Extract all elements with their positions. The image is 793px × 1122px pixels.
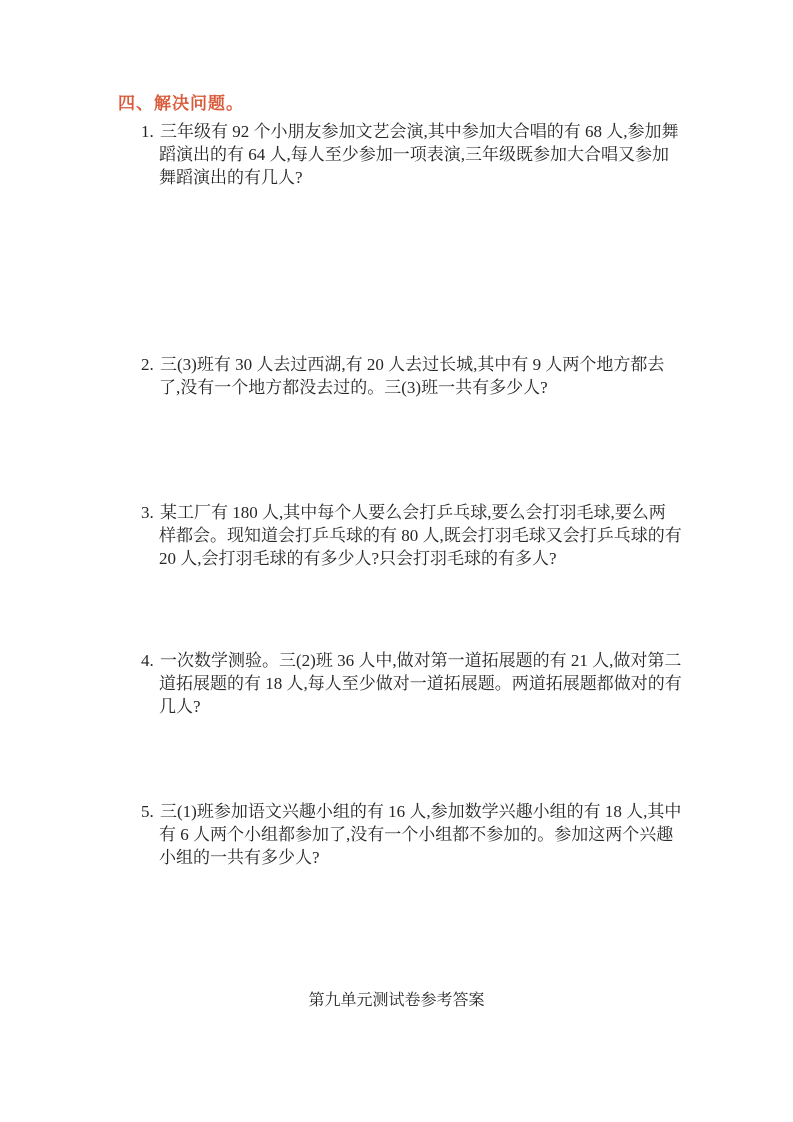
question-2-number: 2. xyxy=(141,355,154,374)
question-3-text: 某工厂有 180 人,其中每个人要么会打乒乓球,要么会打羽毛球,要么两样都会。现知道会打乒乓球的有 80 人,既会打羽毛球又会打乒乓球的有 20 人,会打羽毛球的有多少人?只会打羽毛球的有多人? xyxy=(159,503,682,568)
question-3 xyxy=(141,501,682,570)
question-2-text: 三(3)班有 30 人去过西湖,有 20 人去过长城,其中有 9 人两个地方都去了,没有一个地方都没去过的。三(3)班一共有多少人? xyxy=(159,355,665,397)
section-title: 四、解决问题。 xyxy=(118,94,244,113)
answer-key-title: 第九单元测试卷参考答案 xyxy=(308,992,485,1009)
question-5-paragraph xyxy=(141,800,682,869)
question-3-paragraph xyxy=(141,501,682,570)
question-4-text: 一次数学测验。三(2)班 36 人中,做对第一道拓展题的有 21 人,做对第二道拓展题的有 18 人,每人至少做对一道拓展题。两道拓展题都做对的有几人? xyxy=(159,651,682,716)
question-1-number: 1. xyxy=(141,122,154,141)
question-5-text: 三(1)班参加语文兴趣小组的有 16 人,参加数学兴趣小组的有 18 人,其中有 6 人两个小组都参加了,没有一个小组都不参加的。参加这两个兴趣小组的一共有多少人? xyxy=(159,802,682,867)
question-1 xyxy=(141,120,682,189)
question-3-number: 3. xyxy=(141,503,154,522)
question-4-number: 4. xyxy=(141,651,154,670)
question-1-text: 三年级有 92 个小朋友参加文艺会演,其中参加大合唱的有 68 人,参加舞蹈演出的有 64 人,每人至少参加一项表演,三年级既参加大合唱又参加舞蹈演出的有几人? xyxy=(159,122,679,187)
question-1-paragraph xyxy=(141,120,682,189)
question-5 xyxy=(141,800,682,869)
question-2-paragraph xyxy=(141,353,682,399)
question-4-paragraph xyxy=(141,649,682,718)
question-2 xyxy=(141,353,682,399)
question-4 xyxy=(141,649,682,718)
question-5-number: 5. xyxy=(141,802,154,821)
